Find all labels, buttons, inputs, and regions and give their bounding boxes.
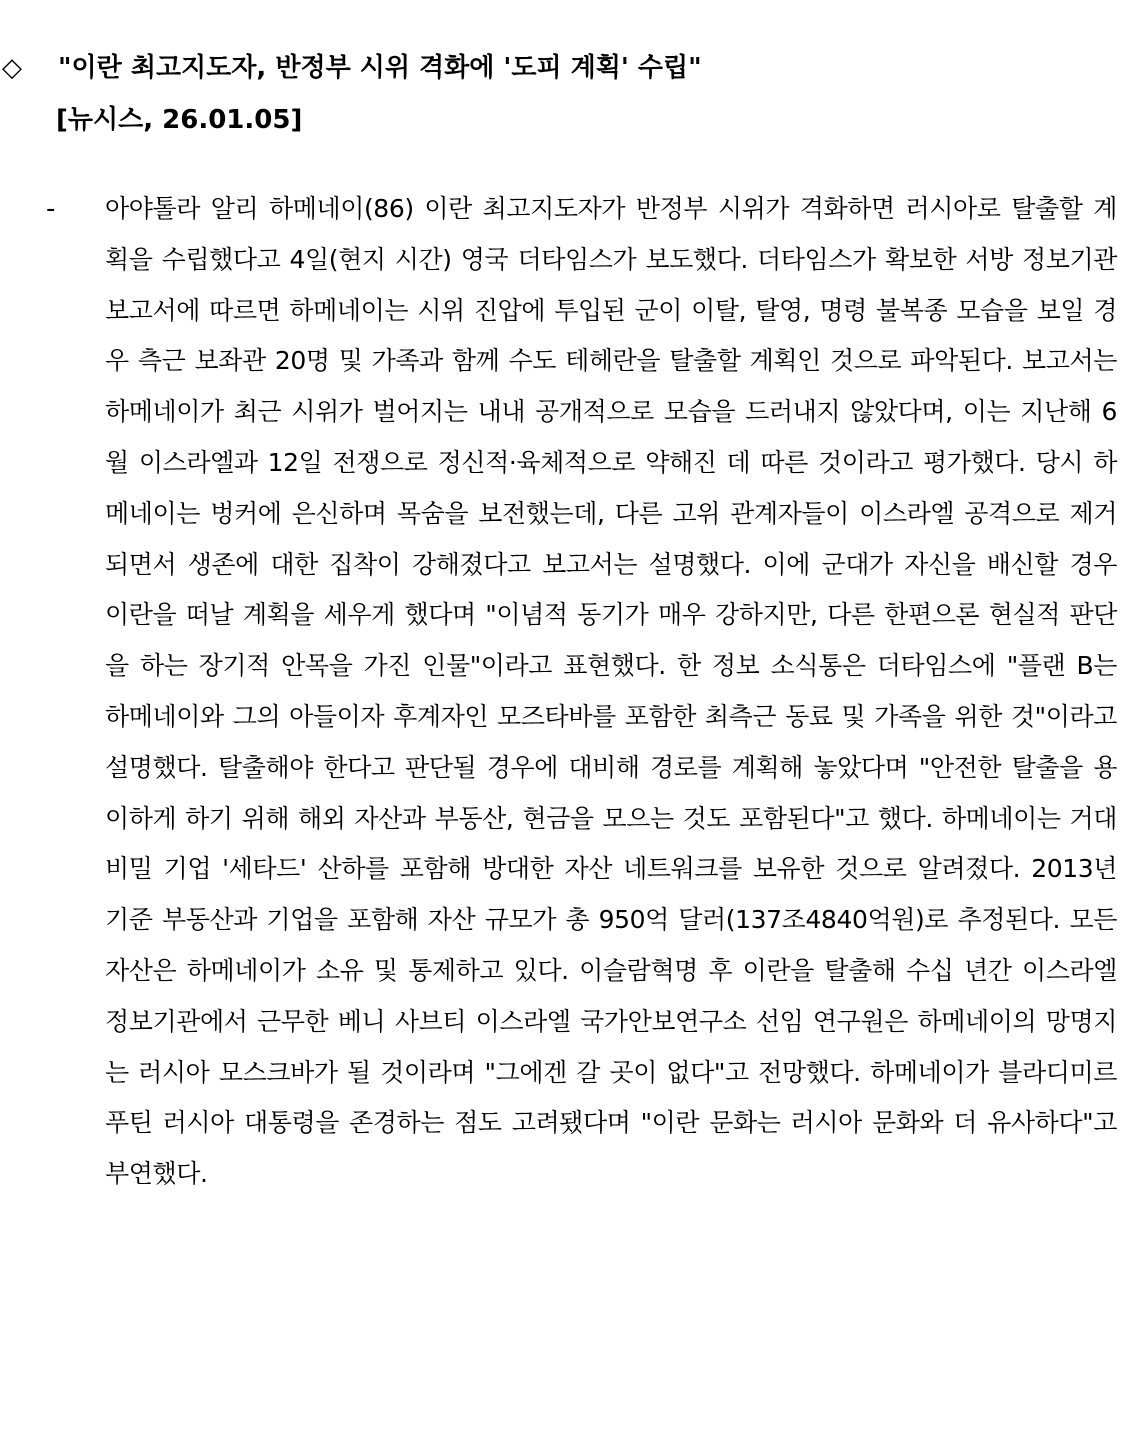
article-title: "이란 최고지도자, 반정부 시위 격화에 '도피 계획' 수립" — [58, 53, 702, 83]
article-header — [0, 42, 1134, 146]
headline-row — [0, 42, 1134, 94]
article-source: [뉴시스, 26.01.05] — [56, 105, 303, 135]
article-body — [0, 184, 1134, 1200]
diamond-bullet-icon: ◇ — [2, 53, 22, 83]
bullet-item — [0, 184, 1134, 1200]
dash-bullet: - — [46, 194, 56, 224]
body-paragraph: 아야톨라 알리 하메네이(86) 이란 최고지도자가 반정부 시위가 격화하면 러시아로 탈출할 계획을 수립했다고 4일(현지 시간) 영국 더타임스가 보도했다. 더타임스가 확보한 서방 정보기관 보고서에 따르면 하메네이는 시위 진압에 투입된 군이 이탈, 탈영, 명령 불복종 모습을 보일 경우 측근 보좌관 20명 및 가족과 함께 수도 테헤란을 탈출할 계획인 것으로 파악된다. 보고서는 하메네이가 최근 시위가 벌어지는 내내 공개적으로 모습을 드러내지 않았다며, 이는 지난해 6월 이스라엘과 12일 전쟁으로 정신적·육체적으로 약해진 데 따른 것이라고 평가했다. 당시 하메네이는 벙커에 은신하며 목숨을 보전했는데, 다른 고위 관계자들이 이스라엘 공격으로 제거되면서 생존에 대한 집착이 강해졌다고 보고서는 설명했다. 이에 군대가 자신을 배신할 경우 이란을 떠날 계획을 세우게 했다며 "이념적 동기가 매우 강하지만, 다른 한편으론 현실적 판단을 하는 장기적 안목을 가진 인물"이라고 표현했다. 한 정보 소식통은 더타임스에 "플랜 B는 하메네이와 그의 아들이자 후계자인 모즈타바를 포함한 최측근 동료 및 가족을 위한 것"이라고 설명했다. 탈출해야 한다고 판단될 경우에 대비해 경로를 계획해 놓았다며 "안전한 탈출을 용이하게 하기 위해 해외 자산과 부동산, 현금을 모으는 것도 포함된다"고 했다. 하메네이는 거대 비밀 기업 '세타드' 산하를 포함해 방대한 자산 네트워크를 보유한 것으로 알려졌다. 2013년 기준 부동산과 기업을 포함해 자산 규모가 총 950억 달러(137조4840억원)로 추정된다. 모든 자산은 하메네이가 소유 및 통제하고 있다. 이슬람혁명 후 이란을 탈출해 수십 년간 이스라엘 정보기관에서 근무한 베니 사브티 이스라엘 국가안보연구소 선임 연구원은 하메네이의 망명지는 러시아 모스크바가 될 것이라며 "그에겐 갈 곳이 없다"고 전망했다. 하메네이가 블라디미르 푸틴 러시아 대통령을 존경하는 점도 고려됐다며 "이란 문화는 러시아 문화와 더 유사하다"고 부연했다. — [105, 194, 1117, 1189]
